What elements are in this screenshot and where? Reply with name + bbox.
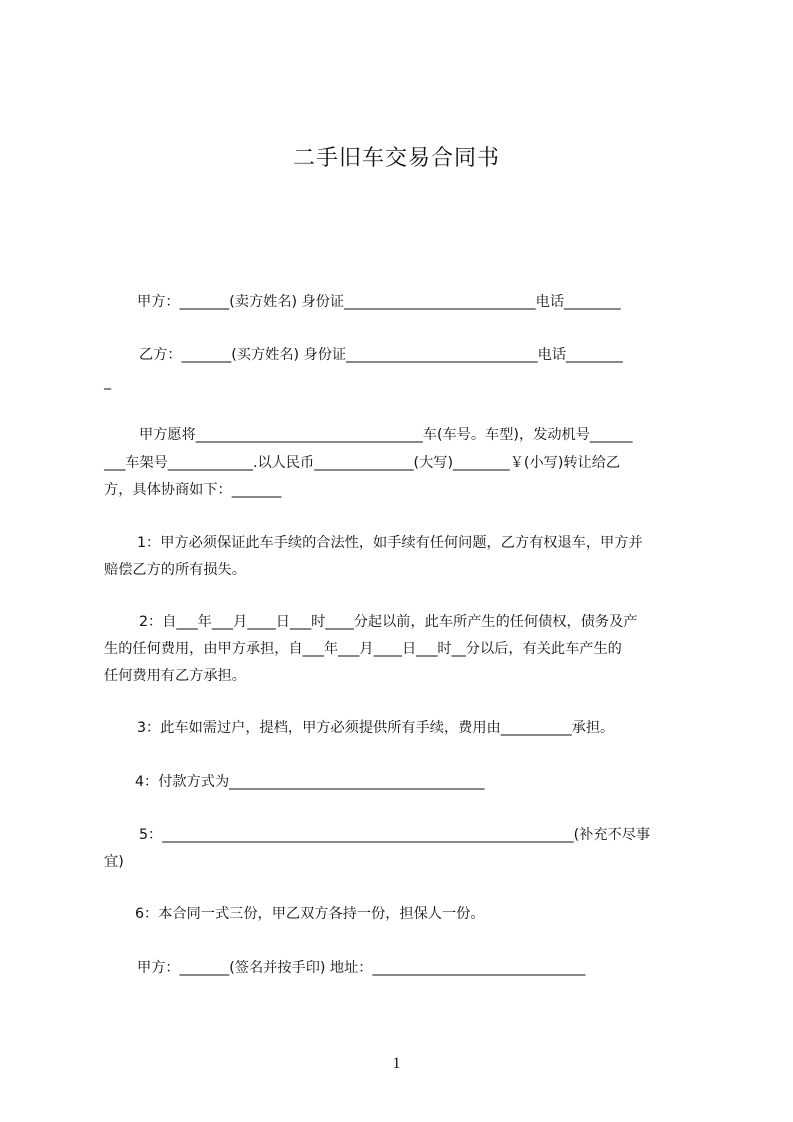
- clause-4: 4：付款方式为____________________________________: [135, 774, 485, 790]
- clause-5-line-1: 5：__________________________________________________________(补充不尽事: [139, 827, 651, 843]
- clause-2-line-2: 生的任何费用，由甲方承担，自___年___月____日___时__分以后，有关此车产生的: [104, 641, 622, 657]
- clause-6: 6：本合同一式三份，甲乙双方各持一份，担保人一份。: [135, 906, 485, 922]
- intro-line-1: 甲方愿将________________________________车(车号。车型)，发动机号______: [139, 427, 633, 443]
- party-b-line-continued: _: [104, 374, 112, 390]
- clause-2-line-3: 任何费用有乙方承担。: [104, 668, 246, 684]
- page-number: 1: [392, 1055, 401, 1072]
- document-title: 二手旧车交易合同书: [292, 146, 500, 171]
- intro-line-2: ___车架号____________.以人民币______________(大写)________￥(小写)转让给乙: [104, 455, 621, 471]
- clause-1-line-2: 赔偿乙方的所有损失。: [104, 562, 246, 578]
- clause-5-line-2: 宜): [104, 854, 124, 870]
- clause-1-line-1: 1：甲方必须保证此车手续的合法性，如手续有任何问题，乙方有权退车，甲方并: [137, 535, 643, 551]
- party-b-line: 乙方：_______(买方姓名) 身份证___________________________电话________: [139, 347, 623, 363]
- intro-line-3: 方，具体协商如下：_______: [104, 482, 282, 498]
- clause-2-line-1: 2：自___年___月____日___时____分起以前，此车所产生的任何债权，债务及产: [139, 614, 638, 630]
- clause-3: 3：此车如需过户，提档，甲方必须提供所有手续，费用由__________承担。: [137, 720, 615, 736]
- party-a-line: 甲方：_______(卖方姓名) 身份证___________________________电话________: [137, 294, 621, 310]
- signature-party-a: 甲方：_______(签名并按手印) 地址：______________________________: [137, 960, 586, 976]
